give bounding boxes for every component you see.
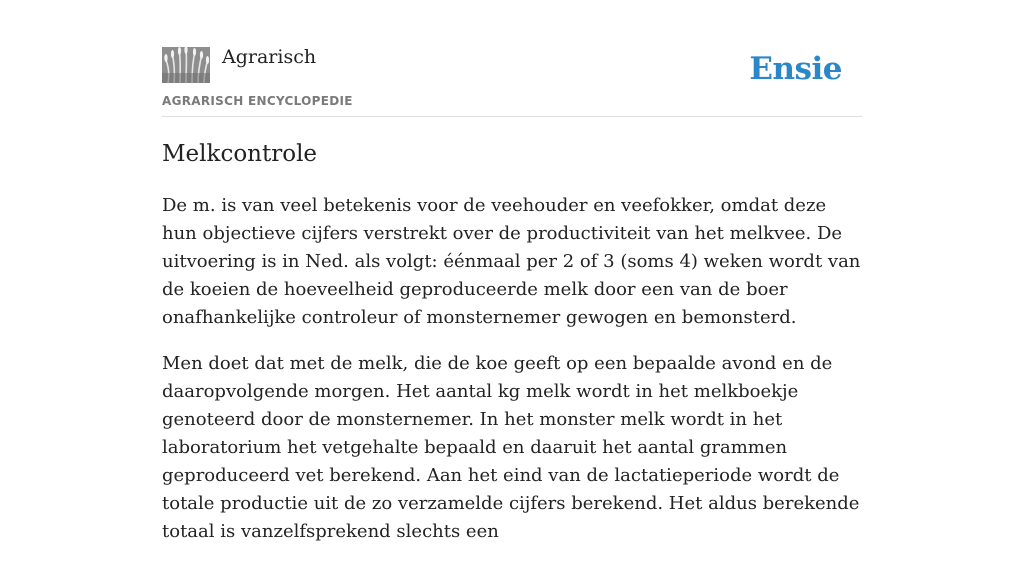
publication-subtitle: AGRARISCH ENCYCLOPEDIE	[162, 94, 353, 108]
article-body	[162, 192, 862, 564]
article-paragraph: De m. is van veel betekenis voor de veehouder en veefokker, omdat deze hun objectieve cijfers verstrekt over de productiviteit van het melkvee. De uitvoering is in Ned. als volgt: éénmaal per 2 of 3 (soms 4) weken wordt van de koeien de hoeveelheid geproduceerde melk door een van de boer onafhankelijke controleur of monsternemer gewogen en bemonsterd.	[162, 195, 861, 328]
publication-name[interactable]: Agrarisch	[222, 46, 317, 68]
article-paragraph: Men doet dat met de melk, die de koe geeft op een bepaalde avond en de daaropvolgende morgen. Het aantal kg melk wordt in het melkboekje genoteerd door de monsternemer. In het monster melk wordt in het laboratorium het vetgehalte bepaald en daaruit het aantal grammen geproduceerd vet berekend. Aan het eind van de lactatieperiode wordt de totale productie uit de zo verzamelde cijfers berekend. Het aldus berekende totaal is vanzelfsprekend slechts een	[162, 353, 860, 542]
ensie-logo[interactable]: Ensie	[749, 51, 842, 87]
publication-avatar[interactable]	[162, 47, 210, 83]
wheat-field-icon	[162, 47, 210, 83]
article-title: Melkcontrole	[162, 141, 318, 167]
site-header	[162, 40, 862, 117]
